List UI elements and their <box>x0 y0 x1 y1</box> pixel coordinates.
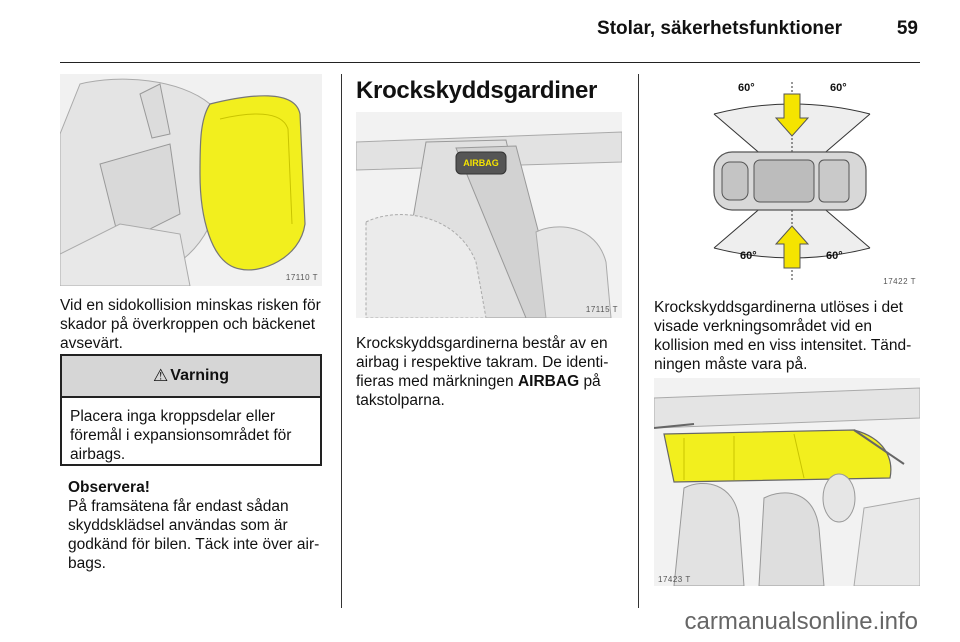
activation-zone-diagram <box>654 74 920 288</box>
side-airbag-illustration <box>60 74 322 286</box>
page-number: 59 <box>896 18 918 39</box>
curtain-interior-illustration <box>654 378 920 586</box>
pillar-figure <box>356 112 622 318</box>
angle-label: 60° <box>740 250 757 262</box>
warning-body: Placera inga kroppsdelar eller föremål i expansionsområdet för airbags. <box>70 408 292 463</box>
angle-label: 60° <box>738 82 755 94</box>
airbag-marking: AIRBAG <box>517 373 580 390</box>
note-body: På framsätena får endast sådan skyddsklädsel användas som är godkänd för bilen. Täck inte över air-bags. <box>68 498 320 572</box>
section-title: Krockskyddsgardiner <box>356 77 598 104</box>
figure-code: 17422 T <box>883 277 916 286</box>
activation-diagram <box>654 74 920 288</box>
side-airbag-figure <box>60 74 322 286</box>
note-block <box>68 478 326 573</box>
note-title: Observera! <box>68 479 150 496</box>
warning-icon: ⚠ <box>153 366 169 385</box>
column-divider-2 <box>638 74 639 608</box>
figure-code: 17110 T <box>285 273 318 282</box>
column-divider-1 <box>341 74 342 608</box>
pillar-illustration <box>356 112 622 318</box>
curtain-text-before: Krockskyddsgardinerna består av en airbag i respektive takram. De identi-fieras med märkningen <box>356 335 609 390</box>
figure-code: 17115 T <box>585 305 618 314</box>
curtain-interior-figure <box>654 378 920 586</box>
warning-title: Varning <box>170 367 229 384</box>
angle-label: 60° <box>826 250 843 262</box>
warning-header <box>62 356 320 398</box>
header-title: Stolar, säkerhetsfunktioner <box>597 18 842 39</box>
angle-label: 60° <box>830 82 847 94</box>
warning-box <box>60 354 322 466</box>
activation-paragraph: Krockskyddsgardinerna utlöses i det visade verkningsområdet vid en kollision med en viss intensitet. Tänd-ningen måste vara på. <box>654 299 912 373</box>
watermark: carmanualsonline.info <box>684 608 918 635</box>
curtain-text-after: på takstolparna. <box>356 373 601 409</box>
curtain-paragraph <box>356 334 624 410</box>
page-header <box>60 0 920 63</box>
airbag-label: AIRBAG <box>463 158 499 168</box>
figure-code: 17423 T <box>658 575 691 584</box>
side-collision-paragraph: Vid en sidokollision minskas risken för skador på överkroppen och bäckenet avsevärt. <box>60 297 321 352</box>
